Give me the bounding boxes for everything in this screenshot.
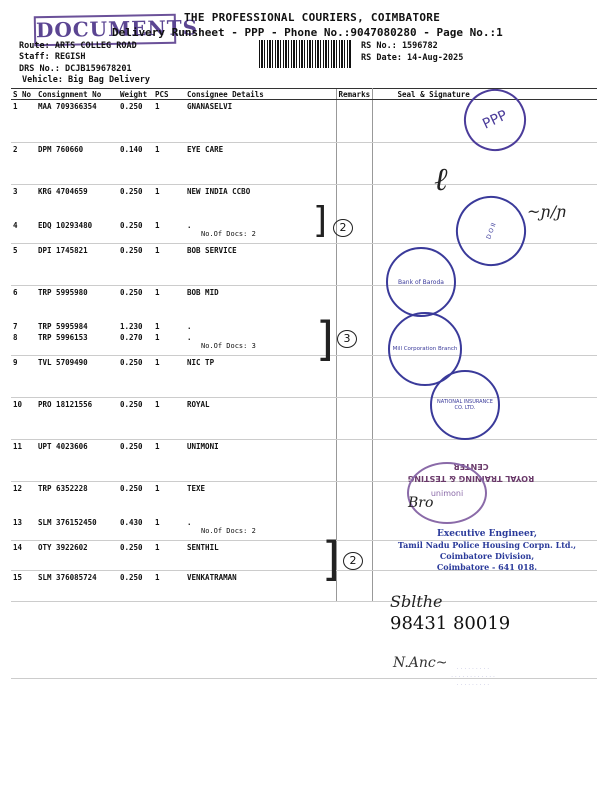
- cell-remarks: [336, 286, 372, 320]
- cell-weight: 0.250: [118, 571, 153, 602]
- cell-consignee: EYE CARE: [185, 143, 336, 185]
- cell-remarks: [336, 100, 372, 143]
- cell-weight: 0.430: [118, 516, 153, 541]
- cell-consignment: TRP 6352228: [38, 484, 88, 493]
- runsheet-table: [11, 88, 597, 602]
- cell-consignee: [185, 516, 336, 541]
- cell-pcs: 1: [155, 484, 160, 493]
- col-weight: Weight: [118, 89, 153, 100]
- company-title: THE PROFESSIONAL COURIERS, COIMBATORE: [184, 11, 441, 24]
- cell-weight: 0.250: [118, 219, 153, 244]
- cell-weight: 1.230: [120, 321, 143, 331]
- col-pcs: PCS: [153, 89, 185, 100]
- rs-date-label: RS Date: 14-Aug-2025: [361, 53, 464, 63]
- cell-pcs: 1: [153, 398, 185, 440]
- brace-bracket: ]: [313, 200, 328, 241]
- cell-remarks: [336, 516, 372, 541]
- cell-consignment: TRP 5995984: [38, 321, 88, 331]
- cell-remarks: [336, 482, 372, 516]
- cell-sno: 4: [11, 219, 36, 244]
- brace-bracket: ]: [322, 532, 340, 586]
- cell-sno: 13: [11, 516, 36, 541]
- cell-consignment: DPI 1745821: [36, 244, 118, 286]
- signature-15: N.Anc~: [393, 655, 448, 671]
- cell-sno: 6: [13, 288, 18, 297]
- documents-stamp: DOCUMENTS: [34, 14, 177, 46]
- police-stamp-line: Tamil Nadu Police Housing Corpn. Ltd.,: [397, 540, 577, 550]
- cell-weight: 0.250: [120, 187, 143, 196]
- rs-no-label: RS No.: 1596782: [361, 41, 438, 51]
- cell-consignment: DPM 760660: [36, 143, 118, 185]
- police-stamp-line: Executive Engineer,: [437, 529, 537, 539]
- cell-pcs: 1: [155, 288, 160, 297]
- police-housing-stamp: [392, 529, 582, 573]
- cell-sno: 3: [13, 187, 18, 196]
- cell-consignee: VENKATRAMAN: [185, 571, 336, 602]
- cell-pcs: 1: [153, 571, 185, 602]
- route-label: Route: ARTS COLLEG ROAD: [19, 41, 137, 51]
- cell-consignee: NIC TP: [185, 356, 336, 398]
- cell-consignee-text: .: [187, 220, 192, 230]
- cell-sno: 9: [11, 356, 36, 398]
- cell-pcs: 1: [153, 143, 185, 185]
- cell-consignment: KRG 4704659: [38, 187, 88, 196]
- bank-seal: Bank of Baroda: [386, 247, 456, 317]
- cell-consignee: TEXE: [187, 484, 206, 493]
- table-row: [11, 356, 597, 398]
- cell-sno: 14: [11, 541, 36, 571]
- group-count-c: 2: [343, 552, 363, 570]
- cell-sno: 11: [11, 440, 36, 482]
- cell-sno: 5: [11, 244, 36, 286]
- col-consignee: Consignee Details: [185, 89, 336, 100]
- cell-consignee-text: .: [187, 517, 192, 527]
- cell-consignment: PRO 18121556: [36, 398, 118, 440]
- cell-consignee: BOB SERVICE: [185, 244, 336, 286]
- cell-weight: 0.270: [118, 331, 153, 356]
- docs-count: No.Of Docs: 3: [201, 341, 256, 350]
- cell-consignment: SLM 376152450: [36, 516, 118, 541]
- group-count-a: 2: [333, 219, 353, 237]
- signature-11: Bro: [408, 495, 434, 511]
- cell-remarks: [336, 320, 372, 331]
- cell-weight: 0.250: [120, 288, 143, 297]
- company-seal: D O II: [446, 186, 536, 276]
- cell-remarks: [336, 440, 372, 482]
- cell-consignment: TVL 5709490: [36, 356, 118, 398]
- cell-weight: 0.250: [118, 356, 153, 398]
- cell-weight: 0.250: [118, 244, 153, 286]
- police-stamp-line: Coimbatore Division,: [439, 551, 535, 561]
- cell-consignee: UNIMONI: [185, 440, 336, 482]
- cell-sno: 2: [11, 143, 36, 185]
- cell-pcs: 1: [153, 516, 185, 541]
- cell-pcs: 1: [155, 321, 160, 331]
- cell-pcs: 1: [153, 100, 185, 143]
- cell-pcs: 1: [153, 541, 185, 571]
- cell-consignment: UPT 4023606: [36, 440, 118, 482]
- cell-sno: 1: [11, 100, 36, 143]
- table-row: [11, 571, 597, 602]
- cell-remarks: [336, 244, 372, 286]
- cell-remarks: [336, 398, 372, 440]
- cell-remarks: [336, 143, 372, 185]
- cell-sno: 12: [13, 484, 23, 493]
- insurance-seal: NATIONAL INSURANCE CO. LTD.: [430, 370, 500, 440]
- col-sno: S No: [11, 89, 36, 100]
- cell-pcs: 1: [153, 219, 185, 244]
- cell-consignment: TRP 5996153: [36, 331, 118, 356]
- col-seal: Seal & Signature: [372, 89, 597, 100]
- cell-pcs: 1: [155, 187, 160, 196]
- cell-weight: 0.250: [118, 440, 153, 482]
- signature-3: ~ɲ/ɲ: [527, 202, 567, 221]
- cell-remarks: [336, 571, 372, 602]
- cell-weight: 0.250: [118, 541, 153, 571]
- table-row: [11, 331, 597, 356]
- docs-count: No.Of Docs: 2: [201, 229, 256, 238]
- staff-label: Staff: REGISH: [19, 52, 86, 62]
- cell-consignment: TRP 5995980: [38, 288, 88, 297]
- runsheet-subtitle: Delivery Runsheet - PPP - Phone No.:9047080280 - Page No.:1: [112, 26, 503, 39]
- cell-weight: 0.250: [118, 100, 153, 143]
- vehicle-label: Vehicle: Big Bag Delivery: [22, 75, 150, 85]
- signature-14: Sblthe: [390, 592, 443, 611]
- col-remarks: Remarks: [336, 89, 372, 100]
- cell-consignee-text: .: [187, 332, 192, 342]
- brace-bracket: ]: [316, 312, 334, 366]
- cell-sno: 8: [11, 331, 36, 356]
- cell-consignee: BOB MID: [187, 288, 219, 297]
- table-row: [11, 320, 597, 331]
- police-stamp-line: Coimbatore - 641 018.: [436, 562, 538, 572]
- bank-branch-seal: Mill Corporation Branch: [388, 312, 462, 386]
- cell-pcs: 1: [153, 356, 185, 398]
- cell-consignment: SLM 376085724: [36, 571, 118, 602]
- table-row: [11, 286, 597, 320]
- cell-consignee: [185, 331, 336, 356]
- cell-consignment: EDQ 10293480: [36, 219, 118, 244]
- cell-pcs: 1: [153, 244, 185, 286]
- cell-sno: 7: [13, 321, 18, 331]
- drs-label: DRS No.: DCJB159678201: [19, 64, 132, 74]
- table-row: [11, 482, 597, 516]
- cell-consignee: NEW INDIA CCBO: [187, 187, 251, 196]
- signature-2: ℓ: [434, 160, 448, 198]
- table-bottom-rule: [11, 678, 597, 679]
- cell-remarks: [336, 356, 372, 398]
- cell-sno: 10: [11, 398, 36, 440]
- cell-consignee: GNANASELVI: [185, 100, 336, 143]
- unimoni-seal: unimoni: [407, 462, 487, 524]
- table-row: [11, 143, 597, 185]
- barcode: [259, 40, 352, 68]
- group-count-b: 3: [337, 330, 357, 348]
- cell-sno: 15: [11, 571, 36, 602]
- cell-consignment: OTY 3922602: [36, 541, 118, 571]
- cell-consignee: SENTHIL: [185, 541, 336, 571]
- cell-weight: 0.140: [118, 143, 153, 185]
- cell-consignee: .: [187, 321, 192, 331]
- cell-consignee: ROYAL: [185, 398, 336, 440]
- docs-count: No.Of Docs: 2: [201, 526, 256, 535]
- faded-stamp: · · · · · · · · · · · · · · · · · · · · · · · · · · · · · ·: [451, 666, 495, 689]
- col-consignment: Consignment No: [36, 89, 118, 100]
- cell-weight: 0.250: [118, 398, 153, 440]
- handwritten-phone: 98431 80019: [390, 613, 511, 634]
- cell-weight: 0.250: [120, 484, 143, 493]
- cell-consignment: MAA 709366354: [36, 100, 118, 143]
- cell-pcs: 1: [153, 440, 185, 482]
- royal-stamp: ROYAL TRAINING & TESTING CENTER: [407, 462, 535, 483]
- cell-pcs: 1: [153, 331, 185, 356]
- cell-remarks: [336, 185, 372, 219]
- ppp-seal: PPP: [454, 79, 536, 161]
